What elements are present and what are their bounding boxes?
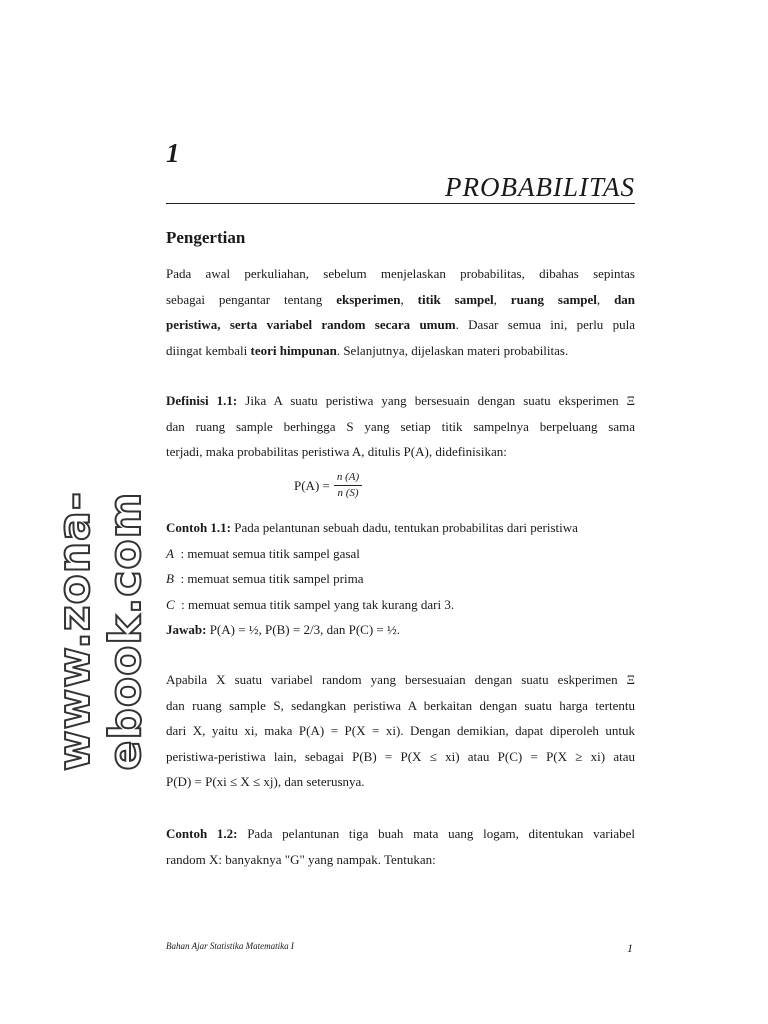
example-item-c — [166, 592, 635, 618]
title-rule — [166, 203, 635, 204]
symbol: A — [166, 545, 174, 561]
formula-numerator: n (A) — [334, 470, 362, 486]
example-1-2 — [166, 821, 635, 872]
text: P(A) = ½, P(B) = 2/3, dan P(C) = ½. — [206, 622, 400, 637]
definition-line-1 — [166, 388, 635, 414]
example-1-2-line-1 — [166, 821, 635, 847]
formula-denominator: n (S) — [337, 487, 359, 499]
footer-title: Bahan Ajar Statistika Matematika I — [166, 941, 294, 951]
rv-line-3: dari X, yaitu xi, maka P(A) = P(X = xi). Dengan demikian, dapat diperoleh untuk — [166, 723, 635, 738]
text: , — [493, 291, 511, 307]
intro-line-4 — [166, 338, 635, 364]
example-item-a — [166, 541, 635, 567]
example-1-1 — [166, 515, 635, 643]
chapter-number: 1 — [166, 138, 180, 168]
definition-line-3: terjadi, maka probabilitas peristiwa A, ditulis P(A), didefinisikan: — [166, 444, 507, 459]
rv-line-1: Apabila X suatu variabel random yang bersesuaian dengan suatu eskperimen Ξ — [166, 672, 635, 687]
intro-line-2 — [166, 287, 635, 313]
formula-lhs: P(A) = — [294, 477, 330, 493]
term-dan: dan — [614, 291, 636, 307]
text: . Dasar semua ini, perlu pula — [455, 317, 636, 332]
rv-line-5: P(D) = P(xi ≤ X ≤ xj), dan seterusnya. — [166, 774, 365, 789]
intro-paragraph — [166, 261, 635, 363]
example-label: Contoh 1.2: — [166, 826, 238, 841]
term-ruang-sampel: ruang sampel — [510, 291, 597, 307]
rv-line-4: peristiwa-peristiwa lain, sebagai P(B) = P(X ≤ xi) atau P(C) = P(X ≥ xi) atau — [166, 748, 635, 764]
definition-paragraph — [166, 388, 635, 465]
section-title: Pengertian — [166, 228, 246, 247]
example-label: Contoh 1.1: — [166, 520, 232, 535]
text: : memuat semua titik sampel gasal — [173, 545, 360, 561]
intro-line-1: Pada awal perkuliahan, sebelum menjelaskan probabilitas, dibahas sepintas — [166, 266, 635, 281]
definition-line-2: dan ruang sample berhingga S yang setiap titik sampelnya berpeluang sama — [166, 418, 635, 434]
example-1-1-intro — [166, 515, 635, 541]
text: diingat kembali — [166, 342, 251, 358]
watermark: www.zona-ebook.com — [49, 491, 151, 771]
text: , — [596, 291, 615, 307]
text: Pada pelantunan tiga buah mata uang logam, ditentukan variabel — [237, 826, 635, 841]
text: : memuat semua titik sampel prima — [173, 571, 364, 586]
term-eksperimen: eksperimen — [336, 291, 401, 307]
page-number: 1 — [627, 941, 633, 955]
text: : memuat semua titik sampel yang tak kurang dari 3. — [174, 596, 455, 612]
symbol: C — [166, 596, 175, 612]
answer-line — [166, 617, 635, 643]
term-teori-himpunan: teori himpunan — [250, 342, 337, 358]
text: . Selanjutnya, dijelaskan materi probabilitas. — [336, 342, 569, 358]
definition-label: Definisi 1.1: — [166, 393, 238, 408]
answer-label: Jawab: — [166, 622, 207, 637]
example-1-2-line-2: random X: banyaknya "G" yang nampak. Tentukan: — [166, 851, 436, 867]
chapter-title: PROBABILITAS — [445, 172, 635, 202]
text: Jika A suatu peristiwa yang bersesuain dengan suatu eksperimen Ξ — [237, 393, 635, 408]
text: Pada pelantunan sebuah dadu, tentukan probabilitas dari peristiwa — [231, 520, 578, 535]
random-variable-paragraph — [166, 667, 635, 795]
intro-line-3 — [166, 312, 635, 338]
example-item-b — [166, 566, 635, 592]
rv-line-2: dan ruang sample S, sedangkan peristiwa A berkaitan dengan suatu harga tertentu — [166, 697, 635, 713]
probability-formula — [294, 470, 362, 501]
symbol: B — [166, 571, 174, 586]
text: , — [400, 291, 418, 307]
term-titik-sampel: titik sampel — [417, 291, 494, 307]
formula-fraction — [334, 470, 362, 501]
term-peristiwa: peristiwa, serta variabel random secara umum — [166, 317, 456, 332]
text: sebagai pengantar tentang — [166, 291, 337, 307]
